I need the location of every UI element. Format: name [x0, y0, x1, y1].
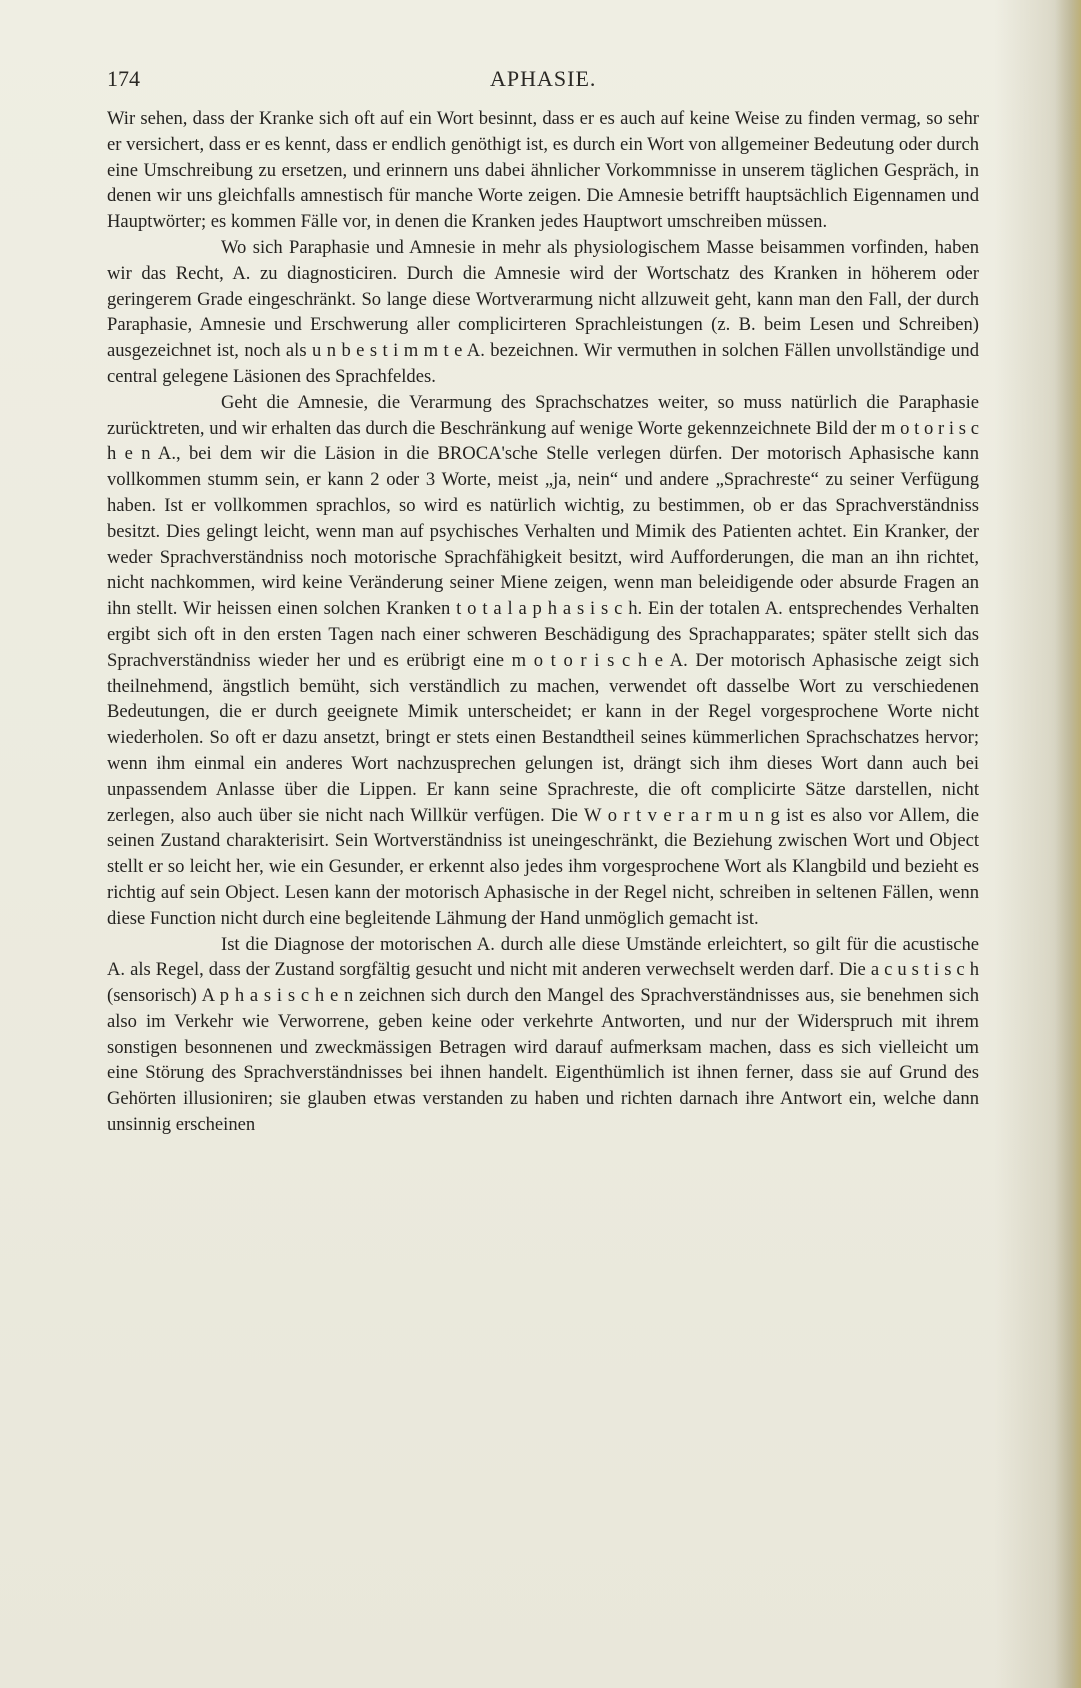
page-edge-shadow [1055, 0, 1081, 1688]
body-text [107, 106, 979, 1138]
paragraph-motor-aphasia: Geht die Amnesie, die Verarmung des Sprachschatzes weiter, so muss natürlich die Paraphasie zurücktreten, und wir erhalten das durch die Beschränkung auf wenige Worte gekennzeichnete Bild der m o t o r i s c h e n A., bei dem wir die Läsion in die BROCA'sche Stelle verlegen dürfen. Der motorisch Aphasische kann vollkommen stumm sein, er kann 2 oder 3 Worte, meist „ja, nein“ und andere „Sprachreste“ zu seiner Verfügung haben. Ist er vollkommen sprachlos, so wird es natürlich wichtig, zu bestimmen, ob er das Sprachverständniss besitzt. Dies gelingt leicht, wenn man auf psychisches Verhalten und Mimik des Patienten achtet. Ein Kranker, der weder Sprachverständniss noch motorische Sprachfähigkeit besitzt, wird Aufforderungen, die man an ihn richtet, nicht nachkommen, wird keine Veränderung seiner Miene zeigen, wenn man beleidigende oder absurde Fragen an ihn stellt. Wir heissen einen solchen Kranken t o t a l a p h a s i s c h. Ein der totalen A. entsprechendes Verhalten ergibt sich oft in den ersten Tagen nach einer schweren Beschädigung des Sprachapparates; später stellt sich das Sprachverständniss wieder her und es erübrigt eine m o t o r i s c h e A. Der motorisch Aphasische zeigt sich theilnehmend, ängstlich bemüht, sich verständlich zu machen, verwendet oft dasselbe Wort zu verschiedenen Bedeutungen, die er durch geeignete Mimik unterscheidet; er kann in der Regel vorgesprochene Worte nicht wiederholen. So oft er dazu ansetzt, bringt er stets einen Bestandtheil seines kümmerlichen Sprachschatzes hervor; wenn ihm einmal ein anderes Wort nachzusprechen gelungen ist, drängt sich ihm dieses Wort dann auch bei unpassendem Anlasse über die Lippen. Er kann seine Sprachreste, die oft complicirte Sätze darstellen, nicht zerlegen, also auch über sie nicht nach Willkür verfügen. Die W o r t v e r a r m u n g ist es also vor Allem, die seinen Zustand charakterisirt. Sein Wortverständniss ist uneingeschränkt, die Beziehung zwischen Wort und Object stellt er so leicht her, wie ein Gesunder, er erkennt also jedes ihm vorgesprochene Wort als Klangbild und bezieht es richtig auf sein Object. Lesen kann der motorisch Aphasische in der Regel nicht, schreiben in seltenen Fällen, wenn diese Function nicht durch eine begleitende Lähmung der Hand unmöglich gemacht ist. [107, 391, 979, 929]
paragraph-paraphasia-amnesia: Wo sich Paraphasie und Amnesie in mehr als physiologischem Masse beisammen vorfinden, haben wir das Recht, A. zu diagnosticiren. Durch die Amnesie wird der Wortschatz des Kranken in höherem oder geringerem Grade eingeschränkt. So lange diese Wortverarmung nicht allzuweit geht, kann man den Fall, der durch Paraphasie, Amnesie und Erschwerung aller complicirteren Sprachleistungen (z. B. beim Lesen und Schreiben) ausgezeichnet ist, noch als u n b e s t i m m t e A. bezeichnen. Wir vermuthen in solchen Fällen unvollständige und central gelegene Läsionen des Sprachfeldes. [107, 236, 979, 387]
paragraph-acoustic-aphasia: Ist die Diagnose der motorischen A. durch alle diese Umstände erleichtert, so gilt für die acustische A. als Regel, dass der Zustand sorgfältig gesucht und nicht mit anderen verwechselt werden darf. Die a c u s t i s c h (sensorisch) A p h a s i s c h e n zeichnen sich durch den Mangel des Sprachverständnisses aus, sie benehmen sich also im Verkehr wie Verworrene, geben keine oder verkehrte Antworten, und nur der Widerspruch mit ihrem sonstigen besonnenen und zweckmässigen Betragen wird darauf aufmerksam machen, dass es sich vielleicht um eine Störung des Sprachverständnisses bei ihnen handelt. Eigenthümlich ist ihnen ferner, dass sie auf Grund des Gehörten illusioniren; sie glauben etwas verstanden zu haben und richten darnach ihre Antwort ein, welche dann unsinnig erscheinen [107, 933, 979, 1136]
paragraph-amnesia-intro: Wir sehen, dass der Kranke sich oft auf ein Wort besinnt, dass er es auch auf keine Weise zu finden vermag, so sehr er versichert, dass er es kennt, dass er endlich genöthigt ist, es durch ein Wort von allgemeiner Bedeutung oder durch eine Umschreibung zu ersetzen, und erinnern uns dabei ähnlicher Vorkommnisse in unserem täglichen Gespräch, in denen wir uns gleichfalls amnestisch für manche Worte zeigen. Die Amnesie betrifft hauptsächlich Eigennamen und Hauptwörter; es kommen Fälle vor, in denen die Kranken jedes Hauptwort umschreiben müssen. [107, 108, 979, 233]
running-head [107, 66, 980, 94]
page-title: APHASIE. [490, 66, 597, 91]
page-number: 174 [107, 66, 140, 91]
